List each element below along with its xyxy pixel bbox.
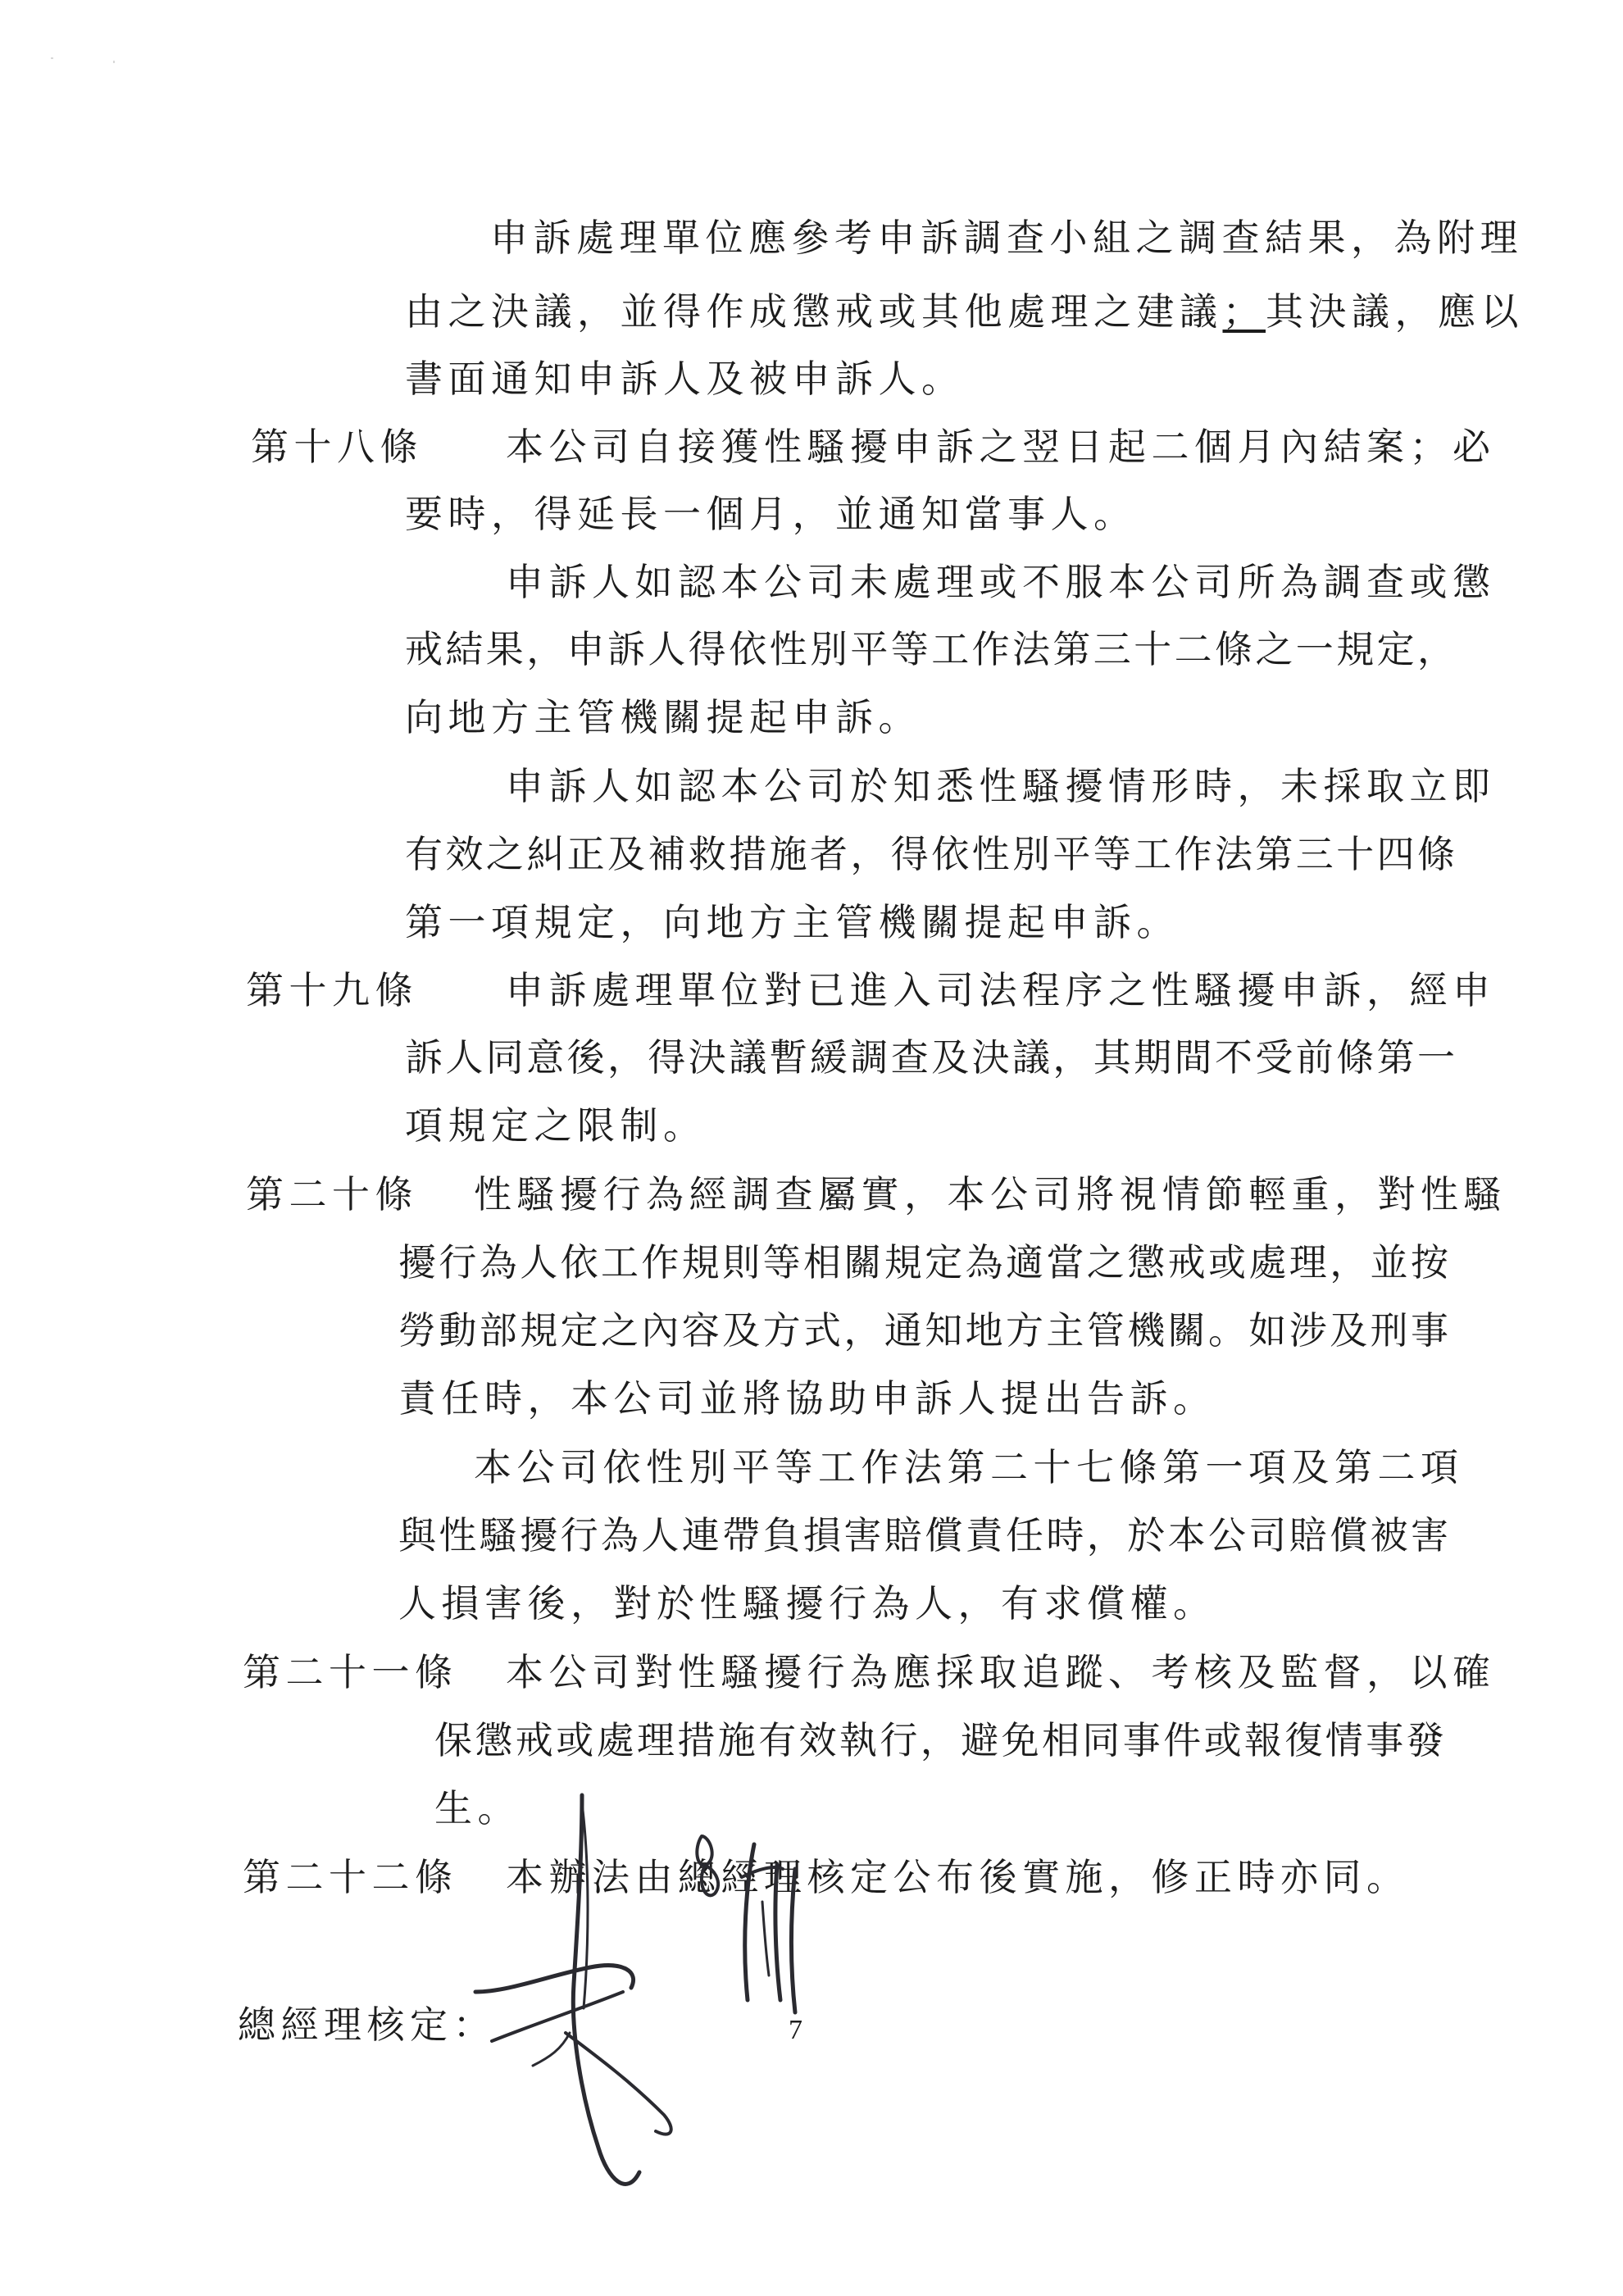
text-line	[405, 287, 1524, 336]
text-line: 責任時，本公司並將協助申訴人提出告訴。	[398, 1376, 1216, 1421]
text-line: 要時，得延長一個月，並通知當事人。	[405, 492, 1137, 536]
text-line: 訴人同意後，得決議暫緩調查及決議，其期間不受前條第一	[405, 1035, 1458, 1080]
text-line: 本公司依性別平等工作法第二十七條第一項及第二項	[474, 1445, 1464, 1489]
text-line: 勞動部規定之內容及方式，通知地方主管機關。如涉及刑事	[398, 1308, 1452, 1353]
page-number: 7	[789, 2015, 802, 2045]
article-label: 第二十一條	[243, 1650, 458, 1694]
underlined-mark: ；	[1222, 289, 1266, 334]
article-label: 第二十條	[246, 1172, 418, 1216]
text-line: 戒結果，申訴人得依性別平等工作法第三十二條之一規定，	[405, 627, 1458, 671]
text-line: 申訴處理單位應參考申訴調查小組之調查結果，為附理	[490, 216, 1523, 260]
text-line: 申訴人如認本公司未處理或不服本公司所為調查或懲	[506, 560, 1496, 604]
text-line: 本公司自接獲性騷擾申訴之翌日起二個月內結案；必	[506, 425, 1496, 469]
text-line: 本公司對性騷擾行為應採取追蹤、考核及監督，以確	[506, 1650, 1496, 1694]
article-label: 第十八條	[251, 425, 423, 469]
text-line: 擾行為人依工作規則等相關規定為適當之懲戒或處理，並按	[398, 1240, 1452, 1284]
text-line: 與性騷擾行為人連帶負損害賠償責任時，於本公司賠償被害	[398, 1513, 1452, 1557]
approval-label: 總經理核定：	[238, 2003, 496, 2047]
text-line: 第一項規定，向地方主管機關提起申訴。	[405, 900, 1180, 944]
handwritten-signature	[459, 1787, 852, 2213]
text-line: 保懲戒或處理措施有效執行，避免相同事件或報復情事發	[434, 1718, 1447, 1762]
article-label: 第十九條	[246, 968, 418, 1012]
text-line: 本辦法由總經理核定公布後實施，修正時亦同。	[506, 1855, 1410, 1899]
scan-dot	[113, 61, 115, 63]
text-line: 向地方主管機關提起申訴。	[405, 695, 921, 739]
text-line: 人損害後，對於性騷擾行為人，有求償權。	[398, 1581, 1216, 1625]
text-line: 生。	[434, 1786, 521, 1830]
scan-dot	[51, 57, 53, 59]
text-fragment: 其決議，應以	[1266, 289, 1524, 334]
text-fragment: 由之決議，並得作成懲戒或其他處理之建議	[405, 289, 1223, 334]
article-label: 第二十二條	[243, 1855, 458, 1899]
text-line: 有效之糾正及補救措施者，得依性別平等工作法第三十四條	[405, 832, 1458, 876]
text-line: 申訴人如認本公司於知悉性騷擾情形時，未採取立即	[506, 764, 1496, 808]
text-line: 性騷擾行為經調查屬實，本公司將視情節輕重，對性騷	[474, 1172, 1507, 1216]
text-line: 項規定之限制。	[405, 1103, 707, 1148]
text-line: 書面通知申訴人及被申訴人。	[405, 357, 965, 401]
text-line: 申訴處理單位對已進入司法程序之性騷擾申訴，經申	[506, 968, 1496, 1012]
